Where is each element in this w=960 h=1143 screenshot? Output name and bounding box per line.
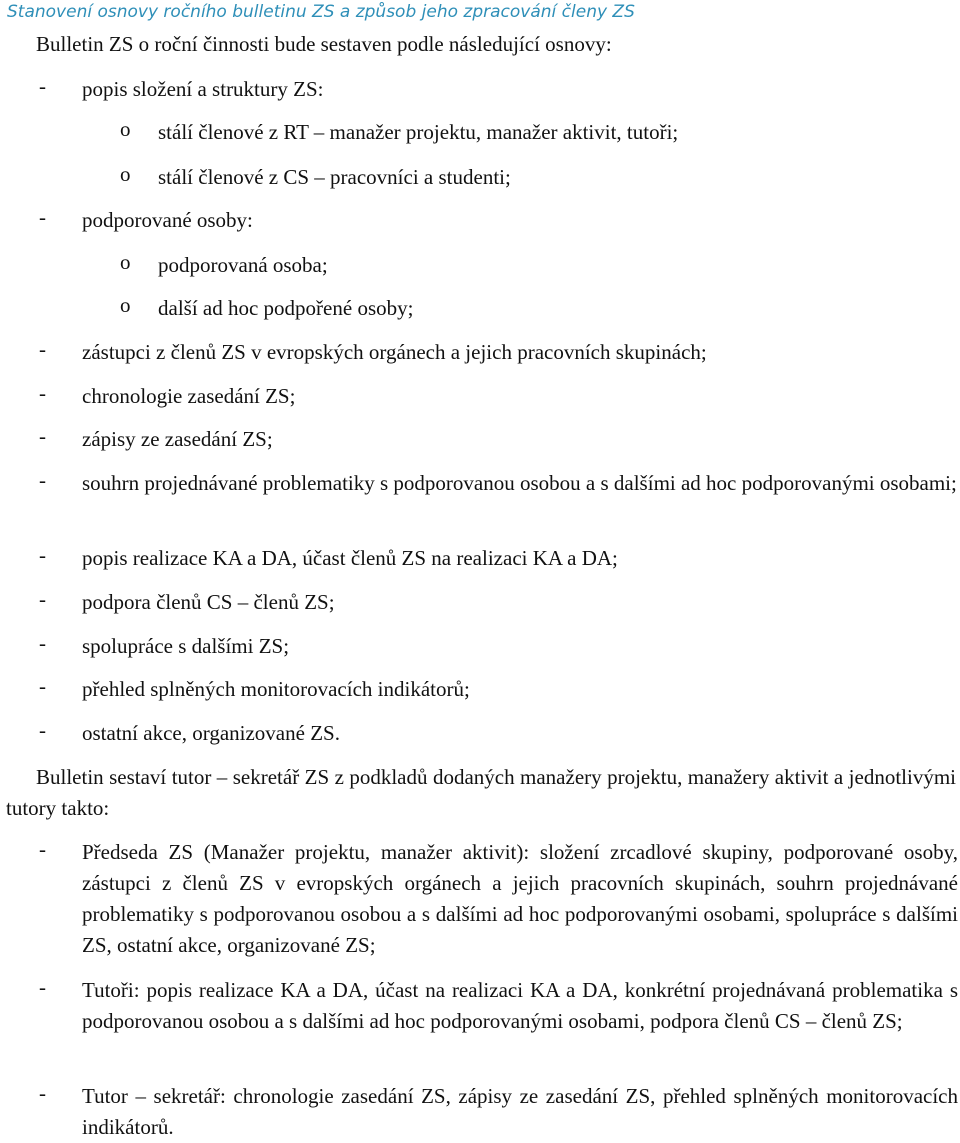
dash-bullet: - bbox=[39, 543, 46, 567]
list-item: chronologie zasedání ZS; bbox=[82, 384, 296, 408]
list-item: přehled splněných monitorovacích indikátorů; bbox=[82, 677, 470, 701]
assignment-chair: Předseda ZS (Manažer projektu, manažer aktivit): složení zrcadlové skupiny, podporované osoby, zástupci z členů ZS v evropských orgánech a jejich pracovních skupinách, souhrn projednávané problematiky s podporovanou osobou a s dalšími ad hoc podporovanými osobami, spolupráce s dalšími ZS, ostatní akce, organizované ZS; bbox=[82, 840, 958, 957]
dash-bullet: - bbox=[39, 587, 46, 611]
assignment-tutors: Tutoři: popis realizace KA a DA, účast na realizaci KA a DA, konkrétní projednávaná problematika s podporovanou osobou a s dalšími ad hoc podporovanými osobami, podpora členů CS – členů ZS; bbox=[82, 978, 958, 1033]
paragraph-bulletin-compilation: Bulletin sestaví tutor – sekretář ZS z podkladů dodaných manažery projektu, manažery aktivit a jednotlivými tutory takto: bbox=[6, 765, 956, 820]
list-item: podpora členů CS – členů ZS; bbox=[82, 590, 335, 614]
section-heading: Stanovení osnovy ročního bulletinu ZS a způsob jeho zpracování členy ZS bbox=[7, 2, 635, 22]
sub-list-item: stálí členové z RT – manažer projektu, manažer aktivit, tutoři; bbox=[158, 120, 679, 144]
assignment-secretary: Tutor – sekretář: chronologie zasedání ZS, zápisy ze zasedání ZS, přehled splněných monitorovacích indikátorů. bbox=[82, 1084, 958, 1139]
dash-bullet: - bbox=[39, 837, 46, 861]
dash-bullet: - bbox=[39, 337, 46, 361]
list-item: ostatní akce, organizované ZS. bbox=[82, 721, 340, 745]
dash-bullet: - bbox=[39, 975, 46, 999]
dash-bullet: - bbox=[39, 674, 46, 698]
list-item: popis realizace KA a DA, účast členů ZS na realizaci KA a DA; bbox=[82, 546, 618, 570]
circle-bullet: o bbox=[120, 117, 131, 141]
circle-bullet: o bbox=[120, 162, 131, 186]
dash-bullet: - bbox=[39, 468, 46, 492]
list-item: zástupci z členů ZS v evropských orgánech a jejich pracovních skupinách; bbox=[82, 340, 707, 364]
list-item: zápisy ze zasedání ZS; bbox=[82, 427, 273, 451]
dash-bullet: - bbox=[39, 424, 46, 448]
sub-list-item: další ad hoc podpořené osoby; bbox=[158, 296, 414, 320]
list-item: podporované osoby: bbox=[82, 208, 253, 232]
list-item: spolupráce s dalšími ZS; bbox=[82, 634, 290, 658]
intro-text: Bulletin ZS o roční činnosti bude sestaven podle následující osnovy: bbox=[36, 32, 612, 56]
dash-bullet: - bbox=[39, 205, 46, 229]
list-item: popis složení a struktury ZS: bbox=[82, 77, 324, 101]
dash-bullet: - bbox=[39, 74, 46, 98]
sub-list-item: podporovaná osoba; bbox=[158, 253, 328, 277]
dash-bullet: - bbox=[39, 631, 46, 655]
dash-bullet: - bbox=[39, 1081, 46, 1105]
circle-bullet: o bbox=[120, 250, 131, 274]
circle-bullet: o bbox=[120, 293, 131, 317]
sub-list-item: stálí členové z CS – pracovníci a studenti; bbox=[158, 165, 511, 189]
dash-bullet: - bbox=[39, 718, 46, 742]
list-item: souhrn projednávané problematiky s podporovanou osobou a s dalšími ad hoc podporovanými osobami; bbox=[82, 471, 957, 495]
dash-bullet: - bbox=[39, 381, 46, 405]
